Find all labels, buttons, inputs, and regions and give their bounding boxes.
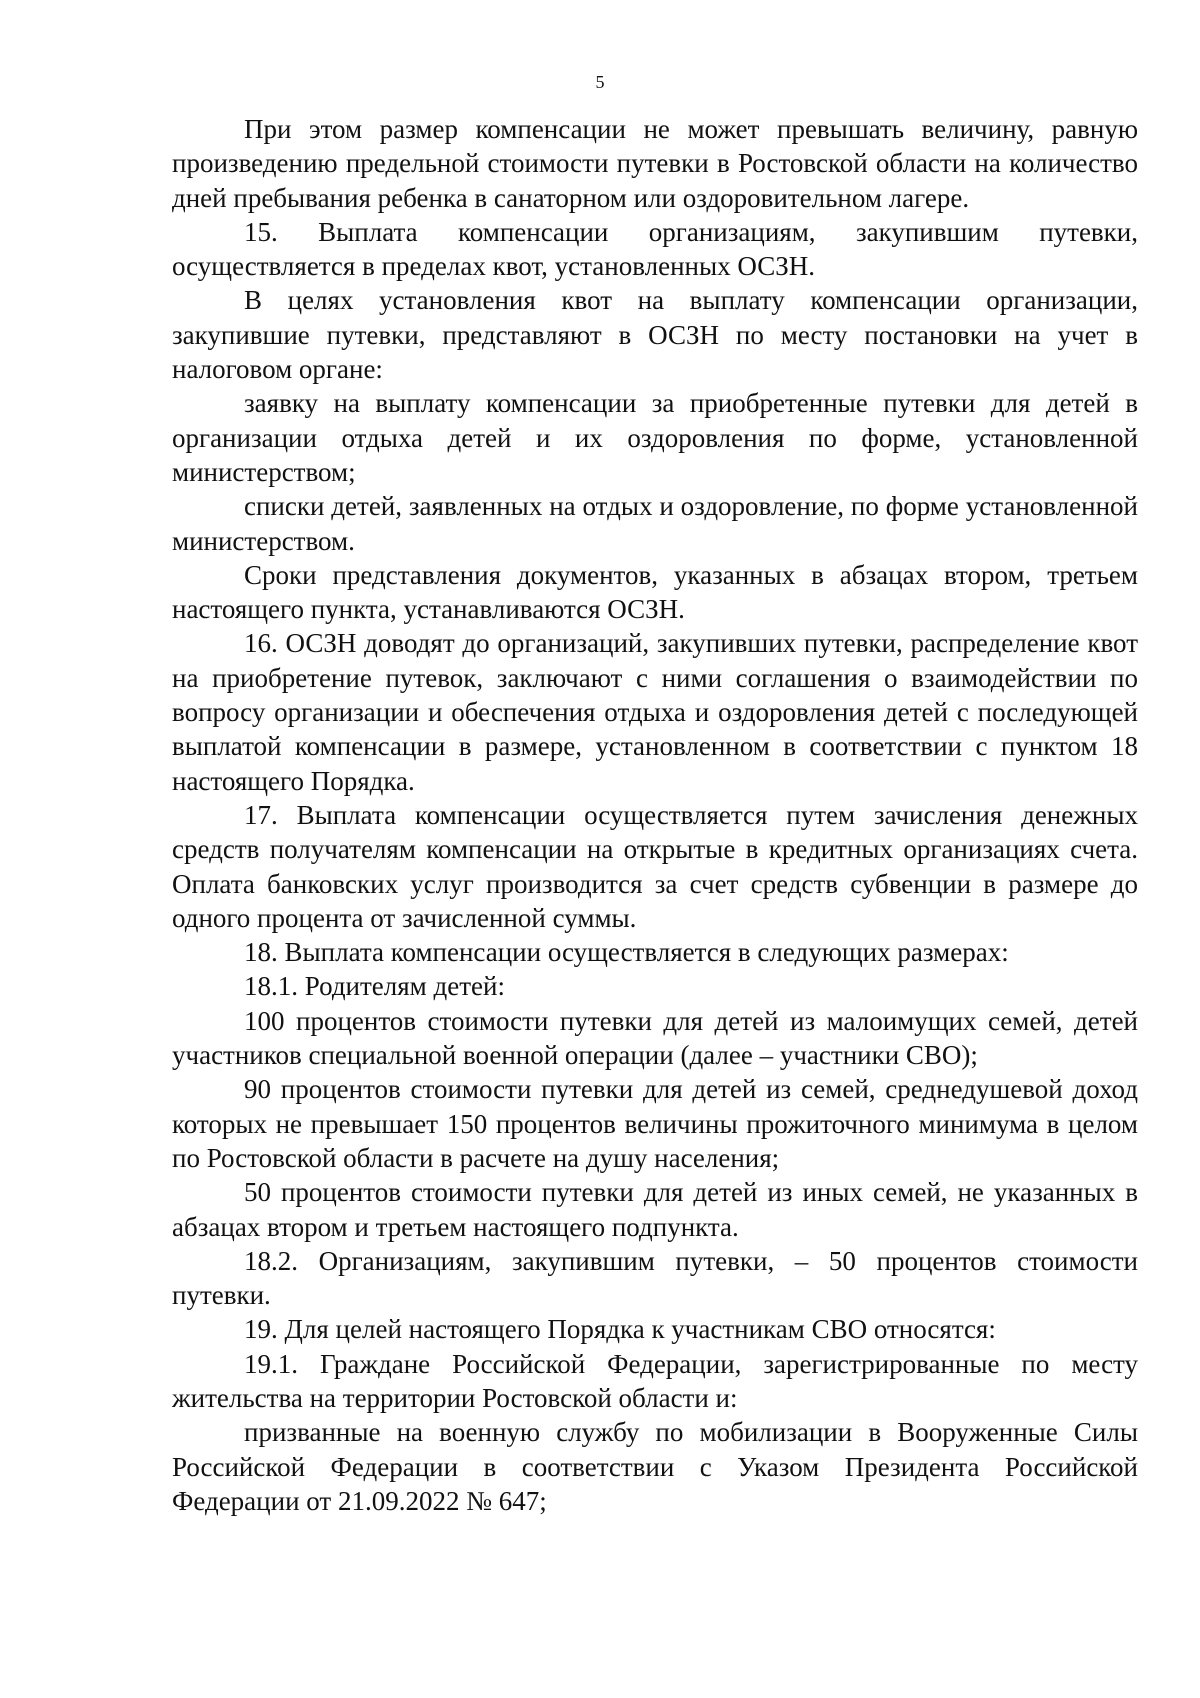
paragraph-submission-deadlines: Сроки представления документов, указанных в абзацах втором, третьем настоящего пункта, устанавливаются ОСЗН. — [172, 559, 1138, 625]
paragraph-90-percent: 90 процентов стоимости путевки для детей из семей, среднедушевой доход которых не превышает 150 процентов величины прожиточного минимума в целом по Ростовской области в расчете на душу населения; — [172, 1074, 1138, 1173]
page-number: 5 — [595, 72, 605, 92]
paragraph-application: заявку на выплату компенсации за приобретенные путевки для детей в организации отдыха детей и их оздоровления по форме, установленной министерством; — [172, 388, 1138, 487]
paragraph-item-19: 19. Для целей настоящего Порядка к участникам СВО относятся: — [244, 1314, 996, 1345]
paragraph-50-percent: 50 процентов стоимости путевки для детей из иных семей, не указанных в абзацах втором и третьем настоящего подпункта. — [172, 1177, 1138, 1242]
paragraph-compensation-limit: При этом размер компенсации не может превышать величину, равную произведению предельной стоимости путевки в Ростовской области на количество дней пребывания ребенка в санаторном или оздоровительном лагере. — [172, 114, 1138, 213]
paragraph-item-18-1: 18.1. Родителям детей: — [244, 971, 505, 1002]
paragraph-item-18-2: 18.2. Организациям, закупившим путевки, – 50 процентов стоимости путевки. — [172, 1245, 1138, 1311]
paragraph-item-15: 15. Выплата компенсации организациям, закупившим путевки, осуществляется в пределах квот, установленных ОСЗН. — [172, 216, 1138, 282]
paragraph-item-18: 18. Выплата компенсации осуществляется в следующих размерах: — [244, 937, 1009, 968]
paragraph-item-16: 16. ОСЗН доводят до организаций, закупивших путевки, распределение квот на приобретение путевок, заключают с ними соглашения о взаимодействии по вопросу организации и обеспечения отдыха и оздоровления детей с последующей выплатой компенсации в размере, установленном в соответствии с пунктом 18 настоящего Порядка. — [172, 628, 1138, 796]
paragraph-item-17: 17. Выплата компенсации осуществляется путем зачисления денежных средств получателям компенсации на открытые в кредитных организациях счета. Оплата банковских услуг производится за счет средств субвенции в размере до одного процента от зачисленной суммы. — [172, 799, 1138, 933]
paragraph-100-percent: 100 процентов стоимости путевки для детей из малоимущих семей, детей участников специальной военной операции (далее – участники СВО); — [172, 1005, 1138, 1071]
paragraph-quota-documents: В целях установления квот на выплату компенсации организации, закупившие путевки, представляют в ОСЗН по месту постановки на учет в налоговом органе: — [172, 285, 1138, 385]
paragraph-mobilized: призванные на военную службу по мобилизации в Вооруженные Силы Российской Федерации в соответствии с Указом Президента Российской Федерации от 21.09.2022 № 647; — [172, 1417, 1138, 1516]
paragraph-children-lists: списки детей, заявленных на отдых и оздоровление, по форме установленной министерством. — [172, 491, 1138, 556]
paragraph-item-19-1: 19.1. Граждане Российской Федерации, зарегистрированные по месту жительства на территории Ростовской области и: — [172, 1348, 1138, 1413]
document-body — [172, 112, 1138, 1518]
